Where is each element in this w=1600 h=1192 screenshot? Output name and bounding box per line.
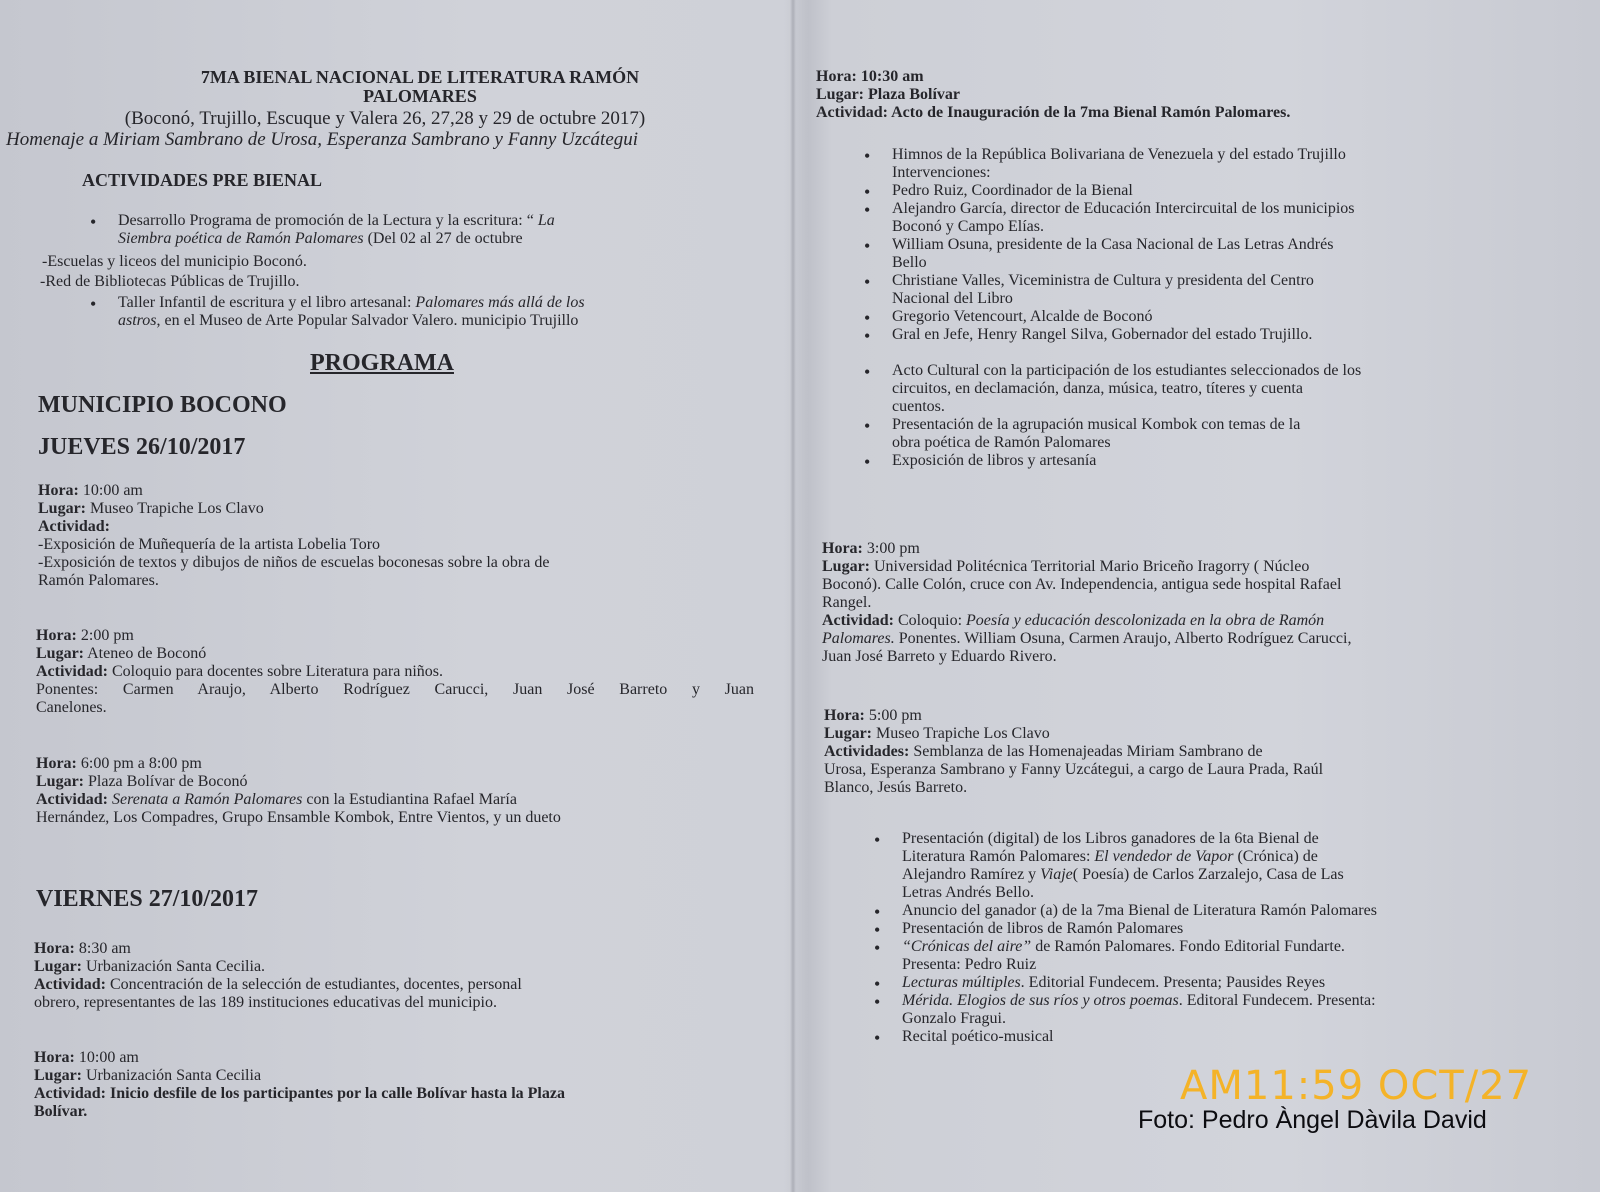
viernes-event-2 (34, 1049, 758, 1121)
lugar-value: Universidad Politécnica Territorial Mario Briceño Iragorry ( Núcleo (874, 558, 1310, 575)
actividad-value: con la Estudiantina Rafael María (306, 791, 517, 808)
sabado-event-3 (824, 707, 1546, 797)
hora-label: Hora: (36, 627, 77, 644)
hora-value: 5:00 pm (868, 707, 922, 724)
list-item (856, 200, 1528, 236)
lugar-value: Ateneo de Boconó (87, 645, 207, 662)
list-item (856, 326, 1528, 344)
list-item (856, 416, 1528, 452)
pre-bienal-item-1 (82, 212, 750, 248)
lugar-value: Plaza Bolívar (868, 86, 960, 103)
actividad-label: Actividad: (34, 976, 106, 993)
document-title (130, 68, 710, 106)
page-fold (790, 0, 796, 1192)
actividad-line: Ramón Palomares. (38, 572, 159, 589)
list-item (856, 272, 1528, 308)
lugar-label: Lugar: (822, 558, 870, 575)
actividad-line: Ponentes. William Osuna, Carmen Araujo, Alberto Rodríguez Carucci, (898, 630, 1352, 647)
actividad-value: Semblanza de las Homenajeadas Miriam Sambrano de (913, 743, 1263, 760)
item-text: • Presentación de la agrupación musical Kombok con temas de la (892, 416, 1301, 433)
lugar-label: Lugar: (38, 500, 86, 517)
item-text: • Recital poético-musical (902, 1028, 1054, 1045)
lugar-label: Lugar: (824, 725, 872, 742)
hora-value: 10:30 am (860, 68, 924, 85)
item-text: ( Poesía) de Carlos Zarzalejo, Casa de Las (1072, 866, 1344, 883)
item-text: Intervenciones: (892, 164, 991, 181)
clausura-list (866, 830, 1552, 1046)
item-italic: “Crónicas del aire” (902, 938, 1032, 955)
actividad-label: Actividad: (38, 518, 110, 535)
lugar-label: Lugar: (816, 86, 864, 103)
actividad-line: Hernández, Los Compadres, Grupo Ensamble Kombok, Entre Vientos, y un dueto (36, 809, 561, 826)
item-text: Letras Andrés Bello. (902, 884, 1034, 901)
item-text: • Presentación de libros de Ramón Palomares (902, 920, 1184, 937)
lugar-value: Plaza Bolívar de Boconó (88, 773, 248, 790)
item-italic: Lecturas múltiples (902, 974, 1021, 991)
actividad-label: Actividad: (36, 663, 108, 680)
item-text: . Editorial Fundecem. Presenta; Pausides Reyes (1020, 974, 1326, 991)
item-italic: astros (118, 312, 157, 329)
actividad-line: -Exposición de Muñequería de la artista Lobelia Toro (38, 536, 381, 553)
timestamp-overlay: AM11:59 OCT/27 (1180, 1063, 1533, 1109)
item-text: Presenta: Pedro Ruiz (902, 956, 1037, 973)
lugar-label: Lugar: (34, 958, 82, 975)
list-item (866, 938, 1552, 974)
item-text: Bello (892, 254, 927, 271)
title-line-2: PALOMARES (363, 86, 477, 106)
actividad-label: Actividades: (824, 743, 910, 760)
lugar-value: Museo Trapiche Los Clavo (876, 725, 1050, 742)
list-item (856, 182, 1528, 200)
ponentes-line: Ponentes: Carmen Araujo, Alberto Rodríguez Carucci, Juan José Barreto y Juan (36, 681, 754, 698)
programa-heading: PROGRAMA (310, 350, 454, 376)
list-item (856, 308, 1528, 326)
item-text: Alejandro Ramírez y (902, 866, 1037, 883)
hora-label: Hora: (38, 482, 79, 499)
item-text: • Christiane Valles, Viceministra de Cultura y presidenta del Centro (892, 272, 1314, 289)
item-text: (Del 02 al 27 de octubre (367, 230, 523, 247)
item-italic: La (537, 212, 555, 229)
item-text: (Crónica) de (1237, 848, 1318, 865)
lugar-value: Urbanización Santa Cecilia. (86, 958, 266, 975)
item-text: • Gregorio Vetencourt, Alcalde de Boconó (892, 308, 1153, 325)
item-text: • Acto Cultural con la participación de los estudiantes seleccionados de los (892, 362, 1362, 379)
item-text: Nacional del Libro (892, 290, 1013, 307)
actividad-label: Actividad: (36, 791, 108, 808)
lugar-label: Lugar: (36, 773, 84, 790)
list-item (866, 1028, 1552, 1046)
jueves-heading: JUEVES 26/10/2017 (38, 434, 246, 460)
list-item (866, 902, 1552, 920)
list-item (856, 146, 1528, 182)
list-item (866, 992, 1552, 1028)
hora-value: 10:00 am (78, 1049, 139, 1066)
pre-bienal-item-2 (82, 294, 750, 330)
jueves-event-3 (36, 755, 754, 827)
hora-label: Hora: (34, 940, 75, 957)
item-italic: Siembra poética de Ramón Palomares (118, 230, 364, 247)
homage-line: Homenaje a Miriam Sambrano de Urosa, Esperanza Sambrano y Fanny Uzcátegui (6, 129, 639, 150)
actividad-value: Acto de Inauguración de la 7ma Bienal Ramón Palomares. (891, 104, 1291, 121)
item-italic: Mérida. Elogios de sus ríos y otros poemas (902, 992, 1179, 1009)
item-italic: El vendedor de Vapor (1094, 848, 1234, 865)
item-text: Gonzalo Fragui. (902, 1010, 1006, 1027)
item-text: obra poética de Ramón Palomares (892, 434, 1111, 451)
list-item (866, 974, 1552, 992)
actividad-italic: Poesía y educación descolonizada en la obra de Ramón (966, 612, 1325, 629)
pre-bienal-heading: ACTIVIDADES PRE BIENAL (82, 170, 323, 190)
item-text: Boconó y Campo Elías. (892, 218, 1044, 235)
lugar-value: Urbanización Santa Cecilia (86, 1067, 262, 1084)
jueves-event-2 (36, 627, 754, 717)
actividad-label: Actividad: (34, 1085, 106, 1102)
actividad-label: Actividad: (822, 612, 894, 629)
actividad-line: Blanco, Jesús Barreto. (824, 779, 968, 796)
actividad-line: Juan José Barreto y Eduardo Rivero. (822, 648, 1057, 665)
actividad-italic: Serenata a Ramón Palomares (112, 791, 303, 808)
list-item (82, 294, 750, 330)
ponentes-line: Canelones. (36, 699, 107, 716)
actividad-line: obrero, representantes de las 189 instituciones educativas del municipio. (34, 994, 497, 1011)
item-text: circuitos, en declamación, danza, música, teatro, títeres y cuenta (892, 380, 1303, 397)
item-text: Desarrollo Programa de promoción de la Lectura y la escritura: “ (118, 212, 534, 229)
lugar-line: Rangel. (822, 594, 872, 611)
lugar-line: Boconó). Calle Colón, cruce con Av. Independencia, antigua sede hospital Rafael (822, 576, 1342, 593)
item-text: • Gral en Jefe, Henry Rangel Silva, Gobernador del estado Trujillo. (892, 326, 1313, 343)
lugar-label: Lugar: (34, 1067, 82, 1084)
sabado-event-2 (822, 540, 1540, 666)
hora-value: 2:00 pm (80, 627, 134, 644)
lugar-label: Lugar: (36, 645, 84, 662)
inauguracion-list (856, 146, 1528, 470)
item-text: • Pedro Ruiz, Coordinador de la Bienal (892, 182, 1133, 199)
hora-label: Hora: (824, 707, 865, 724)
hora-label: Hora: (36, 755, 77, 772)
sabado-event-1 (816, 68, 1546, 122)
municipio-heading: MUNICIPIO BOCONO (38, 392, 287, 418)
actividad-italic: Palomares. (822, 630, 895, 647)
list-item (866, 920, 1552, 938)
item-italic: Palomares más allá de los (415, 294, 585, 311)
hora-value: 10:00 am (82, 482, 143, 499)
hora-value: 8:30 am (78, 940, 131, 957)
item-text: . Editoral Fundecem. Presenta: (1178, 992, 1376, 1009)
item-text: • William Osuna, presidente de la Casa Nacional de Las Letras Andrés (892, 236, 1334, 253)
item-text: • Presentación (digital) de los Libros ganadores de la 6ta Bienal de (902, 830, 1319, 847)
photo-credit: Foto: Pedro Àngel Dàvila David (1138, 1106, 1487, 1134)
actividad-value: Coloquio: (898, 612, 963, 629)
event-dates: (Boconó, Trujillo, Escuque y Valera 26, 27,28 y 29 de octubre 2017) (124, 108, 646, 129)
hora-label: Hora: (816, 68, 857, 85)
list-item (856, 452, 1528, 470)
item-text: cuentos. (892, 398, 945, 415)
list-item (82, 212, 750, 248)
hora-value: 3:00 pm (866, 540, 920, 557)
jueves-event-1 (38, 482, 754, 590)
item-text: • Exposición de libros y artesanía (892, 452, 1097, 469)
actividad-value: Coloquio para docentes sobre Literatura para niños. (112, 663, 443, 680)
item-text: Literatura Ramón Palomares: (902, 848, 1091, 865)
item-text: Taller Infantil de escritura y el libro artesanal: (118, 294, 412, 311)
actividad-value: Concentración de la selección de estudiantes, docentes, personal (110, 976, 522, 993)
title-line-1: 7MA BIENAL NACIONAL DE LITERATURA RAMÓN (200, 67, 640, 87)
hora-label: Hora: (822, 540, 863, 557)
pre-bienal-line-red: -Red de Bibliotecas Públicas de Trujillo. (40, 273, 300, 290)
list-item (856, 362, 1528, 416)
hora-label: Hora: (34, 1049, 75, 1066)
lugar-value: Museo Trapiche Los Clavo (90, 500, 264, 517)
item-text: , en el Museo de Arte Popular Salvador Valero. municipio Trujillo (156, 312, 579, 329)
item-text: • Himnos de la República Bolivariana de Venezuela y del estado Trujillo (892, 146, 1346, 163)
pre-bienal-line-escuelas: -Escuelas y liceos del municipio Boconó. (42, 253, 307, 270)
actividad-line: Bolívar. (34, 1103, 88, 1120)
actividad-label: Actividad: (816, 104, 888, 121)
item-text: • Alejandro García, director de Educación Intercircuital de los municipios (892, 200, 1355, 217)
actividad-line: -Exposición de textos y dibujos de niños de escuelas boconesas sobre la obra de (38, 554, 550, 571)
item-text: de Ramón Palomares. Fondo Editorial Fundarte. (1035, 938, 1345, 955)
viernes-event-1 (34, 940, 756, 1012)
list-item (866, 830, 1552, 902)
hora-value: 6:00 pm a 8:00 pm (80, 755, 202, 772)
actividad-value: Inicio desfile de los participantes por la calle Bolívar hasta la Plaza (110, 1085, 565, 1102)
viernes-heading: VIERNES 27/10/2017 (36, 886, 259, 912)
item-text: • Anuncio del ganador (a) de la 7ma Bienal de Literatura Ramón Palomares (902, 902, 1377, 919)
item-italic: Viaje (1040, 866, 1073, 883)
list-item (856, 236, 1528, 272)
actividad-line: Urosa, Esperanza Sambrano y Fanny Uzcátegui, a cargo de Laura Prada, Raúl (824, 761, 1324, 778)
